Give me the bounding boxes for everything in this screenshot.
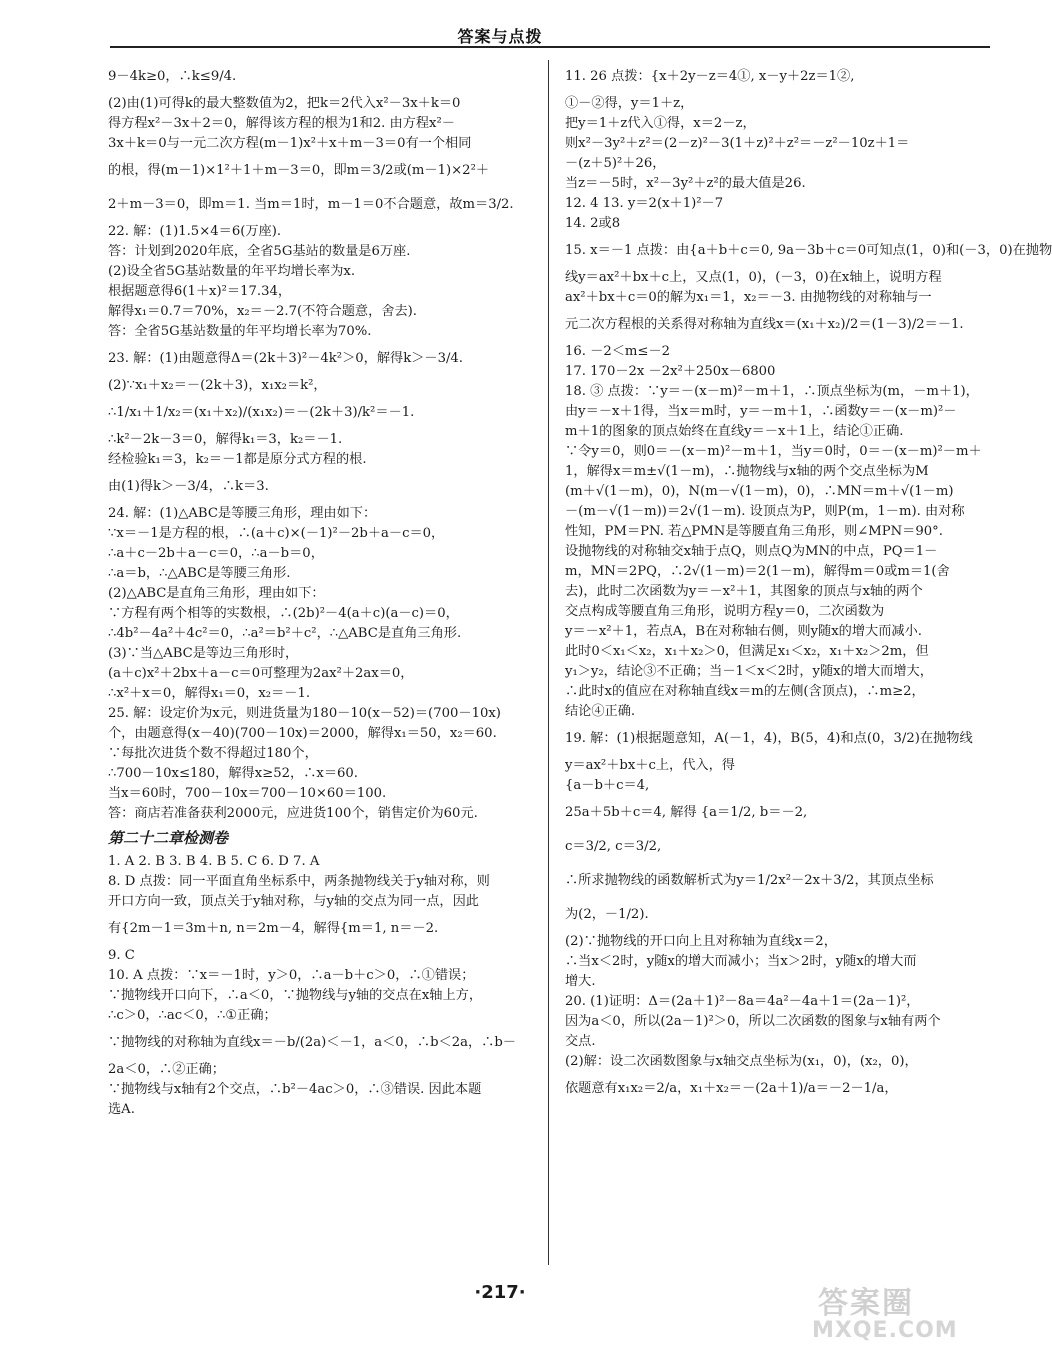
text-line: 18. ③ 点拨：∵y＝－(x－m)²－m＋1，∴顶点坐标为(m，－m＋1)， <box>565 384 979 399</box>
text-line: ∴a＝b，∴△ABC是等腰三角形. <box>108 566 291 581</box>
text-line: 因为a＜0，所以(2a－1)²＞0，所以二次函数的图象与x轴有两个 <box>565 1014 941 1029</box>
text-line: 由y＝－x＋1得，当x＝m时，y＝－m＋1，∴函数y＝－(x－m)²－ <box>565 404 957 419</box>
text-line: 9－4k≥0，∴k≤9/4. <box>108 69 237 84</box>
text-line: 14. 2或8 <box>565 216 621 231</box>
text-line: 个，由题意得(x－40)(700－10x)＝2000，解得x₁＝50，x₂＝60. <box>108 726 497 741</box>
text-line: (3)∵当△ABC是等边三角形时， <box>108 646 299 661</box>
text-line: 答：全省5G基站数量的年平均增长率为70%. <box>108 324 372 339</box>
text-line: －(z＋5)²＋26， <box>565 156 666 171</box>
text-line: 9. C <box>108 948 135 963</box>
text-line: ∴1/x₁＋1/x₂＝(x₁＋x₂)/(x₁x₂)＝－(2k＋3)/k²＝－1. <box>108 405 415 420</box>
text-line: 去)，此时二次函数为y＝－x²＋1，其图象的顶点与x轴的两个 <box>565 584 923 599</box>
page-number: ·217· <box>474 1282 526 1303</box>
text-line: 解得x₁＝0.7＝70%，x₂＝－2.7(不符合题意，舍去). <box>108 304 417 319</box>
text-line: ∴a＋c－2b＋a－c＝0，∴a－b＝0， <box>108 546 324 561</box>
text-line: m＋1的图象的顶点始终在直线y＝－x＋1上，结论①正确. <box>565 424 904 439</box>
text-line: 17. 170－2x －2x²＋250x－6800 <box>565 364 776 379</box>
text-line: 把y＝1＋z代入①得，x＝2－z， <box>565 116 756 131</box>
text-line: 交点构成等腰直角三角形，说明方程y＝0，二次函数为 <box>565 604 885 619</box>
header-title: 答案与点拨 <box>457 27 543 46</box>
text-line: 2＋m－3＝0，即m＝1. 当m＝1时，m－1＝0不合题意，故m＝3/2. <box>108 197 514 212</box>
text-line: y＝ax²＋bx＋c上，代入，得 <box>565 758 735 773</box>
text-line: 经检验k₁＝3，k₂＝－1都是原分式方程的根. <box>108 452 367 467</box>
text-line: 依题意有x₁x₂＝2/a，x₁＋x₂＝－(2a＋1)/a＝－2－1/a， <box>565 1081 898 1096</box>
text-line: ∵x＝－1是方程的根，∴(a＋c)×(－1)²－2b＋a－c＝0， <box>108 526 445 541</box>
text-line: 线y＝ax²＋bx＋c上，又点(1，0)，(－3，0)在x轴上，说明方程 <box>565 270 942 285</box>
text-line: 为(2，－1/2). <box>565 907 649 922</box>
page-header <box>0 0 1000 52</box>
text-line: (2)∵抛物线的开口向上且对称轴为直线x＝2， <box>565 934 837 949</box>
text-line: ax²＋bx＋c＝0的解为x₁＝1，x₂＝－3. 由抛物线的对称轴与一 <box>565 290 932 305</box>
text-line: ∵抛物线开口向下，∴a＜0，∵抛物线与y轴的交点在x轴上方， <box>108 988 483 1003</box>
text-line: 则x²－3y²＋z²＝(2－z)²－3(1＋z)²＋z²＝－z²－10z＋1＝ <box>565 136 910 151</box>
text-line: ∵方程有两个相等的实数根，∴(2b)²－4(a＋c)(a－c)＝0， <box>108 606 459 621</box>
text-line: 得方程x²－3x＋2＝0，解得该方程的根为1和2. 由方程x²－ <box>108 116 455 131</box>
text-line: (2)∵x₁＋x₂＝－(2k＋3)，x₁x₂＝k²， <box>108 378 327 393</box>
text-line: ∴4b²－4a²＋4c²＝0，∴a²＝b²＋c²，∴△ABC是直角三角形. <box>108 626 462 641</box>
text-line: y＝－x²＋1，若点A，B在对称轴右侧，则y随x的增大而减小. <box>565 624 922 639</box>
text-line: {a－b＋c＝4, <box>565 778 650 793</box>
text-line: ①－②得，y＝1＋z， <box>565 96 694 111</box>
text-line: ∵抛物线的对称轴为直线x＝－b/(2a)＜－1，a＜0，∴b＜2a，∴b－ <box>108 1035 516 1050</box>
text-line: ∴此时x的值应在对称轴直线x＝m的左侧(含顶点)，∴m≥2， <box>565 684 925 699</box>
text-line: 23. 解：(1)由题意得Δ＝(2k＋3)²－4k²＞0，解得k＞－3/4. <box>108 351 463 366</box>
text-line: 元二次方程根的关系得对称轴为直线x＝(x₁＋x₂)/2＝(1－3)/2＝－1. <box>565 317 964 332</box>
text-line: 3x＋k＝0与一元二次方程(m－1)x²＋x＋m－3＝0有一个相同 <box>108 136 472 151</box>
text-line: 由(1)得k＞－3/4，∴k＝3. <box>108 479 269 494</box>
text-line: (a＋c)x²＋2bx＋a－c＝0可整理为2ax²＋2ax＝0， <box>108 666 414 681</box>
text-line: ∴k²－2k－3＝0，解得k₁＝3，k₂＝－1. <box>108 432 343 447</box>
text-line: 1，解得x＝m±√(1－m)，∴抛物线与x轴的两个交点坐标为M <box>565 464 929 479</box>
column-divider <box>548 60 549 1265</box>
text-line: 选A. <box>108 1102 135 1117</box>
text-line: 性知，PM＝PN. 若△PMN是等腰直角三角形，则∠MPN＝90°. <box>565 524 943 539</box>
text-line: (m＋√(1－m)，0)，N(m－√(1－m)，0)，∴MN＝m＋√(1－m) <box>565 484 954 499</box>
text-line: 增大. <box>565 974 596 989</box>
left-column <box>108 60 530 1120</box>
text-line: (2)由(1)可得k的最大整数值为2，把k＝2代入x²－3x＋k＝0 <box>108 96 461 111</box>
text-line: 当x＝60时，700－10x＝700－10×60＝100. <box>108 786 387 801</box>
text-line: ∵抛物线与x轴有2个交点，∴b²－4ac＞0，∴③错误. 因此本题 <box>108 1082 482 1097</box>
text-line: ∴所求抛物线的函数解析式为y＝1/2x²－2x＋3/2，其顶点坐标 <box>565 873 934 888</box>
text-line: (2)△ABC是直角三角形，理由如下： <box>108 586 325 601</box>
text-line: 的根，得(m－1)×1²＋1＋m－3＝0，即m＝3/2或(m－1)×2²＋ <box>108 163 490 178</box>
watermark-logo: 答案圈 <box>818 1286 914 1321</box>
watermark <box>812 1278 990 1348</box>
text-line: 16. －2＜m≤－2 <box>565 344 671 359</box>
text-line: ∴x²＋x＝0，解得x₁＝0，x₂＝－1. <box>108 686 311 701</box>
text-line: 19. 解：(1)根据题意知，A(－1，4)，B(5，4)和点(0，3/2)在抛物线 <box>565 731 973 746</box>
watermark-site: MXQE.COM <box>812 1318 958 1343</box>
text-line: 2a＜0，∴②正确； <box>108 1062 225 1077</box>
text-line: 25a＋5b＋c＝4, 解得 {a＝1/2, b＝－2, <box>565 805 808 820</box>
text-line: (2)解：设二次函数图象与x轴交点坐标为(x₁，0)，(x₂，0)， <box>565 1054 918 1069</box>
text-line: c＝3/2, c＝3/2, <box>565 839 662 854</box>
text-line: 设抛物线的对称轴交x轴于点Q，则点Q为MN的中点，PQ＝1－ <box>565 544 938 559</box>
text-line: 结论④正确. <box>565 704 636 719</box>
header-rule <box>110 46 990 48</box>
text-line: m，MN＝2PQ，∴2√(1－m)＝2(1－m)，解得m＝0或m＝1(舍 <box>565 564 950 579</box>
text-line: ∴当x＜2时，y随x的增大而减小；当x＞2时，y随x的增大而 <box>565 954 917 969</box>
text-line: (2)设全省5G基站数量的年平均增长率为x. <box>108 264 356 279</box>
text-line: ∵令y＝0，则0＝－(x－m)²－m＋1，当y＝0时，0＝－(x－m)²－m＋ <box>565 444 982 459</box>
text-line: 有{2m－1＝3m＋n, n＝2m－4，解得{m＝1, n＝－2. <box>108 921 439 936</box>
text-line: ∴700－10x≤180，解得x≥52，∴x＝60. <box>108 766 358 781</box>
text-line: 答：商店若准备获利2000元，应进货100个，销售定价为60元. <box>108 806 478 821</box>
text-line: 24. 解：(1)△ABC是等腰三角形，理由如下： <box>108 506 377 521</box>
right-column <box>565 60 1052 1106</box>
section-heading: 第二十二章检测卷 <box>108 829 229 847</box>
text-line: 20. (1)证明：Δ＝(2a＋1)²－8a＝4a²－4a＋1＝(2a－1)²， <box>565 994 920 1009</box>
text-line: 15. x＝－1 点拨：由{a＋b＋c＝0, 9a－3b＋c＝0可知点(1，0)和(－3，0)在抛物 <box>565 243 1052 258</box>
text-line: 1. A 2. B 3. B 4. B 5. C 6. D 7. A <box>108 854 320 869</box>
text-line: 开口方向一致，顶点关于y轴对称，与y轴的交点为同一点，因此 <box>108 894 479 909</box>
text-line: －(m－√(1－m))＝2√(1－m). 设顶点为P，则P(m，1－m). 由对称 <box>565 504 965 519</box>
text-line: 25. 解：设定价为x元，则进货量为180－10(x－52)＝(700－10x) <box>108 706 501 721</box>
text-line: ∵每批次进货个数不得超过180个， <box>108 746 318 761</box>
text-line: 交点. <box>565 1034 596 1049</box>
text-line: 10. A 点拨：∵x＝－1时，y＞0，∴a－b＋c＞0，∴①错误； <box>108 968 475 983</box>
text-line: 根据题意得6(1＋x)²＝17.34， <box>108 284 292 299</box>
text-line: y₁＞y₂，结论③不正确；当－1＜x＜2时，y随x的增大而增大， <box>565 664 933 679</box>
text-line: 答：计划到2020年底，全省5G基站的数量是6万座. <box>108 244 411 259</box>
text-line: 当z＝－5时，x²－3y²＋z²的最大值是26. <box>565 176 806 191</box>
text-line: 12. 4 13. y＝2(x＋1)²－7 <box>565 196 724 211</box>
text-line: 11. 26 点拨：{x＋2y－z＝4①, x－y＋2z＝1②, <box>565 69 855 84</box>
text-line: 8. D 点拨：同一平面直角坐标系中，两条抛物线关于y轴对称，则 <box>108 874 490 889</box>
text-line: ∴c＞0，∴ac＜0，∴①正确； <box>108 1008 277 1023</box>
text-line: 22. 解：(1)1.5×4＝6(万座). <box>108 224 282 239</box>
text-line: 此时0＜x₁＜x₂，x₁＋x₂＞0，但满足x₁＜x₂，x₁＋x₂＞2m，但 <box>565 644 929 659</box>
